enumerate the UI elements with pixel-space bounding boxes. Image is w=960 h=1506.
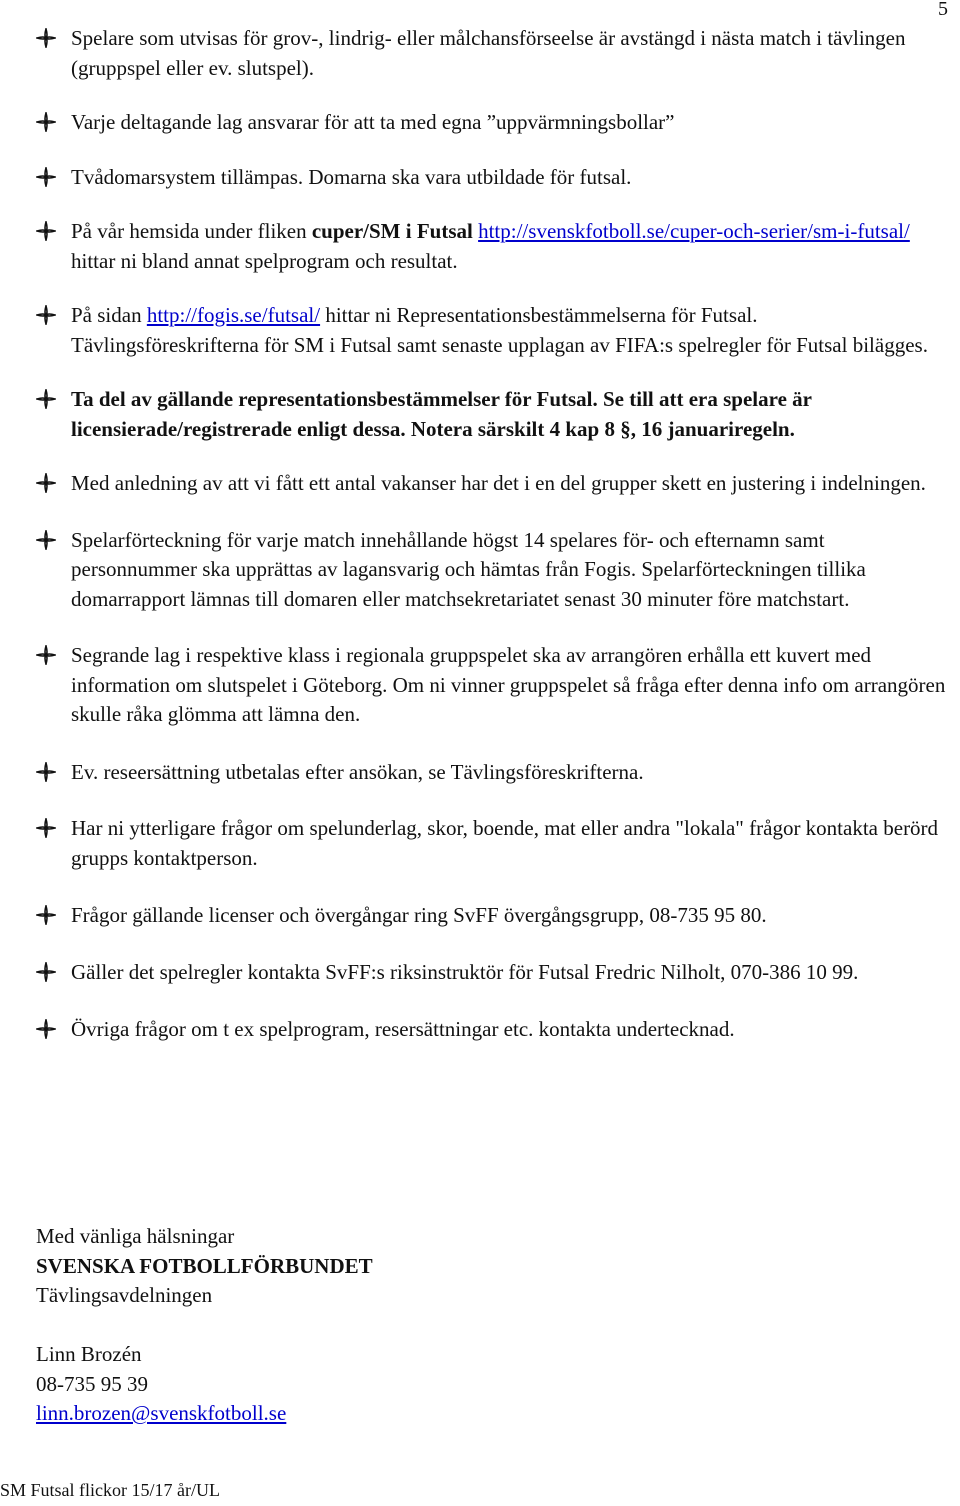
bullet-item [36,217,948,276]
bullet-item [36,901,948,931]
organization-name: SVENSKA FOTBOLLFÖRBUNDET [36,1253,373,1278]
diamond-bullet-icon [36,818,56,838]
bullet-text: Frågor gällande licenser och övergångar ring SvFF övergångsgrupp, 08-735 95 80. [71,903,767,927]
bullet-item [36,758,948,788]
bullet-item [36,301,948,360]
bullet-text: Med anledning av att vi fått ett antal vakanser har det i en del grupper skett en justering i indelningen. [71,471,926,495]
bullet-text: Gäller det spelregler kontakta SvFF:s riksinstruktör för Futsal Fredric Nilholt, 070-386 10 99. [71,959,859,984]
bold-text: Ta del av gällande representationsbestämmelser för Futsal. Se till att era spelare är licensierade/registrerade enligt dessa. Notera särskilt 4 kap 8 §, 16 januariregeln. [71,387,812,441]
spacer [36,1311,373,1341]
diamond-bullet-icon [36,762,56,782]
bullet-item [36,958,948,988]
bullet-item [36,108,948,138]
diamond-bullet-icon [36,389,56,409]
bullet-text: Spelare som utvisas för grov-, lindrig- eller målchansförseelse är avstängd i nästa match i tävlingen (gruppspel eller ev. slutspel). [71,26,906,80]
contact-phone: 08-735 95 39 [36,1371,148,1396]
bullet-text: hittar ni Representationsbestämmelserna för Futsal. Tävlingsföreskrifterna för SM i Futsal samt senaste upplagan av FIFA:s spelregler för Futsal bilägges. [71,303,928,357]
diamond-bullet-icon [36,221,56,241]
diamond-bullet-icon [36,530,56,550]
bullet-item [36,469,948,499]
bullet-text: Tvådomarsystem tillämpas. Domarna ska vara utbildade för futsal. [71,164,632,189]
diamond-bullet-icon [36,167,56,187]
closing-greeting: Med vänliga hälsningar [36,1224,235,1248]
bullet-item [36,814,948,873]
diamond-bullet-icon [36,112,56,132]
diamond-bullet-icon [36,28,56,48]
contact-email-link[interactable]: linn.brozen@svenskfotboll.se [36,1401,287,1425]
bullet-text: Ev. reseersättning utbetalas efter ansökan, se Tävlingsföreskrifterna. [71,759,644,784]
bold-text: cuper/SM i Futsal [311,219,473,243]
bullet-list [36,24,948,1045]
bullet-text: Spelarförteckning för varje match innehållande högst 14 spelares för- och efternamn samt personnummer ska upprättas av lagansvarig och hämtas från Fogis. Spelarförteckningen tillika domarrapport lämnas till domaren eller matchsekretariatet senast 30 minuter före matchstart. [71,527,866,611]
signature-block [36,1222,373,1429]
diamond-bullet-icon [36,962,56,982]
diamond-bullet-icon [36,1019,56,1039]
bullet-item [36,24,948,83]
bullet-text: hittar ni bland annat spelprogram och resultat. [71,248,458,273]
url-link[interactable]: http://fogis.se/futsal/ [146,303,321,327]
contact-name: Linn Brozén [36,1342,142,1366]
footer-text: SM Futsal flickor 15/17 år/UL [0,1480,220,1500]
diamond-bullet-icon [36,645,56,665]
department-name: Tävlingsavdelningen [36,1283,213,1307]
bullet-item [36,1015,948,1045]
diamond-bullet-icon [36,905,56,925]
url-link[interactable]: http://svenskfotboll.se/cuper-och-serier/sm-i-futsal/ [478,219,910,243]
bullet-item [36,641,948,730]
bullet-item [36,385,948,444]
bullet-item [36,526,948,615]
bullet-item [36,163,948,193]
bullet-text: Varje deltagande lag ansvarar för att ta med egna ”uppvärmningsbollar” [71,110,675,134]
bullet-text: På vår hemsida under fliken [71,219,312,243]
diamond-bullet-icon [36,305,56,325]
bullet-text: På sidan [71,303,147,327]
bullet-text: Segrande lag i respektive klass i regionala gruppspelet ska av arrangören erhålla ett kuvert med information om slutspelet i Göteborg. Om ni vinner gruppspelet så fråga efter denna info om arrangören skulle råka glömma att lämna den. [71,643,946,726]
bullet-text: Övriga frågor om t ex spelprogram, resersättningar etc. kontakta undertecknad. [71,1017,735,1041]
diamond-bullet-icon [36,473,56,493]
bullet-text: Har ni ytterligare frågor om spelunderlag, skor, boende, mat eller andra "lokala" frågor kontakta berörd grupps kontaktperson. [71,816,939,870]
page-number: 5 [938,0,948,20]
